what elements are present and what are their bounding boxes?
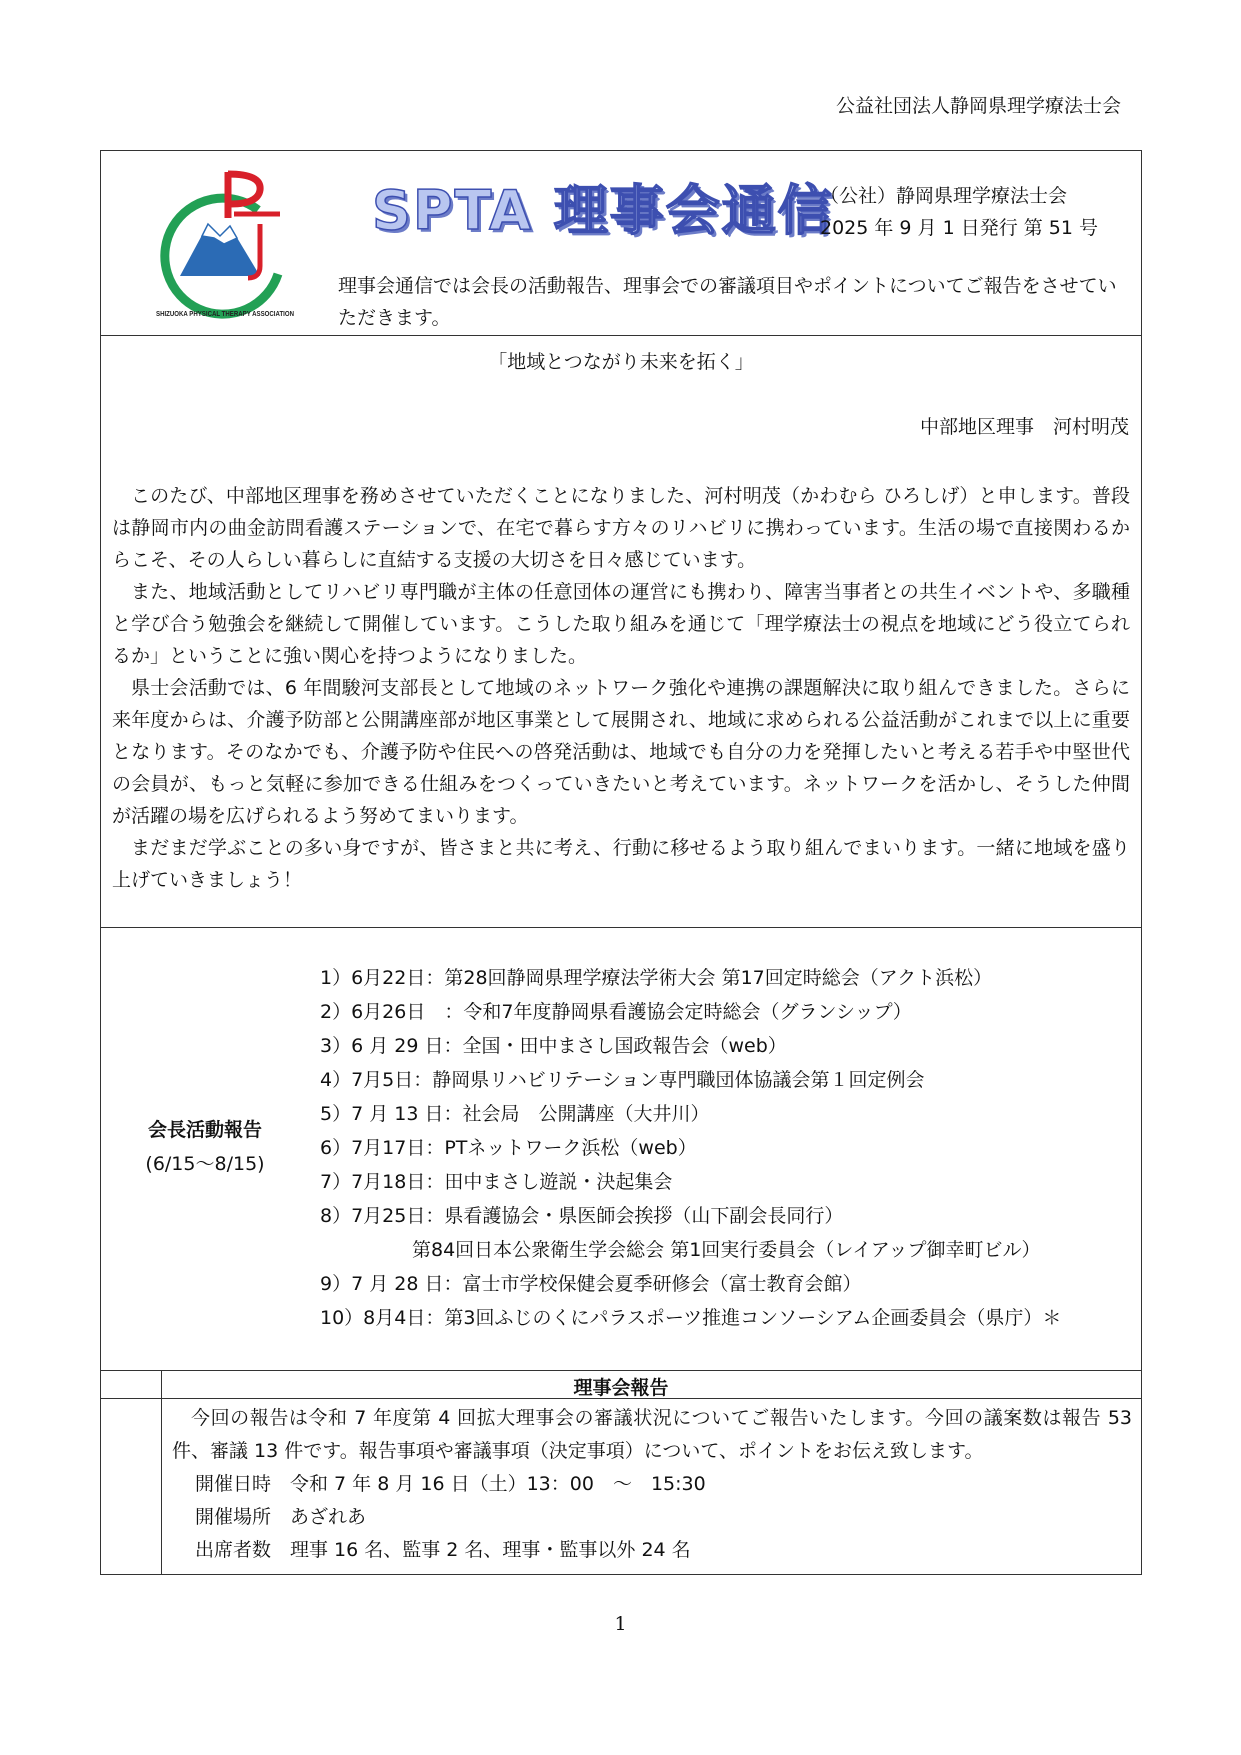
activity-item: 10）8月4日：第3回ふじのくにパラスポーツ推進コンソーシアム企画委員会（県庁）＊ <box>320 1307 1062 1329</box>
intro-text: 理事会通信では会長の活動報告、理事会での審議項目やポイントについてご報告をさせていただきます。 <box>338 275 1117 329</box>
board-report-body <box>172 1402 1132 1567</box>
president-report-label <box>120 1113 290 1181</box>
divider <box>100 927 1142 928</box>
board-report-summary: 今回の報告は令和 7 年度第 4 回拡大理事会の審議状況についてご報告いたします。今回の議案数は報告 53 件、審議 13 件です。報告事項や審議事項（決定事項）について、ポイントをお伝え致します。 <box>172 1407 1132 1462</box>
essay-paragraph: まだまだ学ぶことの多い身ですが、皆さまと共に考え、行動に移せるよう取り組んでまいります。一緒に地域を盛り上げていきましょう！ <box>112 837 1130 891</box>
publisher: （公社）静岡県理学療法士会 <box>820 185 1068 207</box>
activity-item: 8）7月25日：県看護協会・県医師会挨拶（山下副会長同行） <box>320 1205 844 1227</box>
activity-item: 5）7 月 13 日：社会局 公開講座（大井川） <box>320 1103 710 1125</box>
activity-item: 7）7月18日：田中まさし遊説・決起集会 <box>320 1171 673 1193</box>
divider <box>100 1370 1142 1371</box>
activity-item: 2）6月26日 ：令和7年度静岡県看護協会定時総会（グランシップ） <box>320 1001 912 1023</box>
meeting-place: 開催場所 あざれあ <box>195 1506 367 1528</box>
logo-text: SHIZUOKA PHYSICAL THERAPY ASSOCIATION <box>156 309 294 318</box>
essay-paragraph: また、地域活動としてリハビリ専門職が主体の任意団体の運営にも携わり、障害当事者との共生イベントや、多職種と学び合う勉強会を継続して開催しています。こうした取り組みを通じて「理学療法士の視点を地域にどう役立てられるか」ということに強い関心を持つようになりました。 <box>112 581 1130 667</box>
spta-logo <box>150 166 300 321</box>
divider <box>100 335 1142 336</box>
divider <box>161 1370 162 1575</box>
activity-item: 3）6 月 29 日：全国・田中まさし国政報告会（web） <box>320 1035 787 1057</box>
activity-item: 第84回日本公衆衛生学会総会 第1回実行委員会（レイアップ御幸町ビル） <box>412 1239 1041 1261</box>
page-number: 1 <box>614 1613 627 1635</box>
activity-item: 1）6月22日：第28回静岡県理学療法学術大会 第17回定時総会（アクト浜松） <box>320 967 993 989</box>
activity-item: 9）7 月 28 日：富士市学校保健会夏季研修会（富士教育会館） <box>320 1273 862 1295</box>
essay-author: 中部地区理事 河村明茂 <box>919 416 1129 438</box>
activity-list <box>320 961 1061 1335</box>
essay-paragraph: このたび、中部地区理事を務めさせていただくことになりました、河村明茂（かわむら ひろしげ）と申します。普段は静岡市内の曲金訪問看護ステーションで、在宅で暮らす方々のリハビリに携わっています。生活の場で直接関わるからこそ、その人らしい暮らしに直結する支援の大切さを日々感じています。 <box>112 485 1130 571</box>
header-organization: 公益社団法人静岡県理学療法士会 <box>835 95 1121 117</box>
president-report-period: (6/15～8/15) <box>145 1153 265 1175</box>
meeting-date: 開催日時 令和 7 年 8 月 16 日（土）13：00 ～ 15:30 <box>195 1473 706 1495</box>
issue-info: 2025 年 9 月 1 日発行 第 51 号 <box>820 217 1099 239</box>
essay-body <box>112 480 1130 896</box>
activity-item: 6）7月17日：PTネットワーク浜松（web） <box>320 1137 697 1159</box>
newsletter-title: SPTA 理事会通信 <box>372 179 834 242</box>
essay-title: 「地域とつながり未来を拓く」 <box>488 351 754 373</box>
meeting-attendance: 出席者数 理事 16 名、監事 2 名、理事・監事以外 24 名 <box>195 1539 691 1561</box>
essay-paragraph: 県士会活動では、6 年間駿河支部長として地域のネットワーク強化や連携の課題解決に取り組んできました。さらに来年度からは、介護予防部と公開講座部が地区事業として展開され、地域に求められる公益活動がこれまで以上に重要となります。そのなかでも、介護予防や住民への啓発活動は、地域でも自分の力を発揮したいと考える若手や中堅世代の会員が、もっと気軽に参加できる仕組みをつくっていきたいと考えています。ネットワークを活かし、そうした仲間が活躍の場を広げられるよう努めてまいります。 <box>112 677 1130 827</box>
activity-item: 4）7月5日：静岡県リハビリテーション専門職団体協議会第１回定例会 <box>320 1069 925 1091</box>
board-report-title: 理事会報告 <box>573 1377 669 1399</box>
president-report-heading: 会長活動報告 <box>147 1119 262 1141</box>
publication-info <box>820 180 1098 244</box>
